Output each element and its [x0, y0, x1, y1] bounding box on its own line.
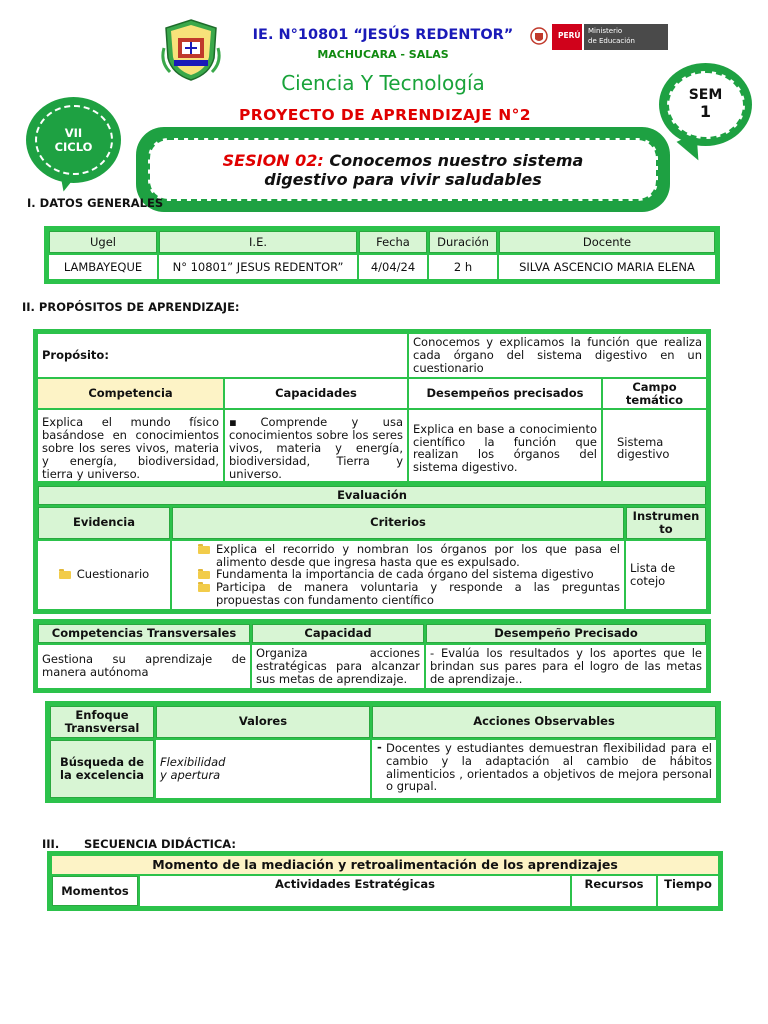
- datos-fecha: 4/04/24: [359, 255, 427, 279]
- col-actividades: Actividades Estratégicas: [140, 876, 570, 906]
- col-campo: Campo temático: [603, 379, 706, 409]
- section-secuencia-heading: SECUENCIA DIDÁCTICA:: [84, 837, 237, 851]
- folder-icon: [198, 571, 210, 579]
- col-acciones: Acciones Observables: [372, 706, 716, 738]
- col-desempenos: Desempeños precisados: [409, 379, 601, 409]
- session-title-2: digestivo para vivir saludables: [264, 169, 542, 189]
- ministry-logo: [528, 24, 668, 50]
- ministry-name-line2: de Educación: [588, 37, 635, 45]
- datos-col-fecha: Fecha: [359, 231, 427, 253]
- col-desempeno-precisado: Desempeño Precisado: [426, 624, 706, 643]
- col-instrumento: Instrumento: [626, 507, 706, 539]
- school-location: MACHUCARA - SALAS: [317, 48, 449, 61]
- transversal-competencia: Gestiona su aprendizaje de manera autónoma: [38, 645, 250, 688]
- school-name: IE. N°10801 “JESÚS REDENTOR”: [252, 27, 514, 43]
- week-badge: [659, 63, 752, 146]
- valores-cell: [156, 740, 370, 798]
- folder-icon: [198, 546, 210, 554]
- acciones-cell: [372, 740, 716, 798]
- session-title-line1: [223, 151, 584, 170]
- secuencia-title: Momento de la mediación y retroalimentación de los aprendizajes: [52, 856, 718, 874]
- datos-col-docente: Docente: [499, 231, 715, 253]
- transversal-desempeno: - Evalúa los resultados y los aportes que le brindan sus pares para el logro de las metas de aprendizaje..: [426, 645, 706, 688]
- subject-title: Ciencia Y Tecnología: [281, 71, 485, 95]
- cycle-number: VII: [64, 125, 83, 140]
- col-competencia: Competencia: [38, 379, 223, 409]
- school-logo: [160, 18, 222, 82]
- propositos-table: [33, 329, 711, 491]
- evidencia-cell: [38, 541, 170, 609]
- datos-col-ie: I.E.: [159, 231, 357, 253]
- week-label: SEM: [688, 87, 723, 104]
- acciones-dash: -: [377, 739, 382, 754]
- capacidad-text: ▪ Comprende y usa conocimientos sobre los seres vivos, materia y energía, biodiversidad, Tierra y universo.: [229, 415, 403, 481]
- session-title-1: Conocemos nuestro sistema: [329, 150, 584, 170]
- col-enfoque: Enfoque Transversal: [50, 706, 154, 738]
- datos-ugel: LAMBAYEQUE: [49, 255, 157, 279]
- purpose-text: Conocemos y explicamos la función que realiza cada órgano del sistema digestivo en un cuestionario: [409, 334, 706, 377]
- folder-icon: [59, 571, 71, 579]
- enfoque-name: Búsqueda de la excelencia: [50, 740, 154, 798]
- criterios-cell: [172, 541, 624, 609]
- competencia-text: Explica el mundo físico basándose en conocimientos sobre los seres vivos, materia y energía, biodiversidad, tierra y universo.: [38, 410, 223, 486]
- datos-docente: SILVA ASCENCIO MARIA ELENA: [499, 255, 715, 279]
- valor-2: y apertura: [160, 767, 221, 782]
- session-banner: [136, 127, 670, 212]
- purpose-label: Propósito:: [38, 334, 407, 377]
- week-number: 1: [699, 102, 712, 122]
- criterio-item: Fundamenta la importancia de cada órgano del sistema digestivo: [216, 567, 594, 582]
- section-datos-heading: I. DATOS GENERALES: [27, 196, 164, 210]
- col-capacidad: Capacidad: [252, 624, 424, 643]
- acciones-text: Docentes y estudiantes demuestran flexibilidad para el cambio y la adaptación al cambio de hábitos alimenticios , orientados a objetivos de mejora personal o grupal.: [386, 740, 712, 794]
- ministry-name-line1: Ministerio: [588, 27, 623, 35]
- cycle-label: CICLO: [54, 140, 93, 154]
- datos-table: [44, 226, 720, 284]
- criterio-item: Participa de manera voluntaria y responde a las preguntas propuestas con fundamento científico: [216, 580, 620, 608]
- enfoque-table: [45, 701, 721, 803]
- col-valores: Valores: [156, 706, 370, 738]
- datos-duracion: 2 h: [429, 255, 497, 279]
- capacidad-cell: [225, 410, 407, 486]
- section-secuencia-num: III.: [42, 837, 60, 851]
- session-number: SESION 02:: [222, 150, 324, 170]
- criterio-item: Explica el recorrido y nombran los órganos por los que pasa el alimento desde que ingresa hasta que es expulsado.: [216, 541, 620, 569]
- col-recursos: Recursos: [572, 876, 656, 906]
- col-evidencia: Evidencia: [38, 507, 170, 539]
- datos-col-duracion: Duración: [429, 231, 497, 253]
- instrumento-text: Lista de cotejo: [626, 541, 706, 609]
- section-propositos-heading: II. PROPÓSITOS DE APRENDIZAJE:: [22, 300, 240, 314]
- desempeno-text: Explica en base a conocimiento científico la función que realizan los órganos del sistema digestivo.: [409, 410, 601, 486]
- secuencia-table: [47, 851, 723, 911]
- col-momentos: Momentos: [52, 876, 138, 906]
- cycle-badge: [26, 97, 121, 183]
- transversales-table: [33, 619, 711, 693]
- valor-1: Flexibilidad: [160, 754, 226, 769]
- col-criterios: Criterios: [172, 507, 624, 539]
- datos-col-ugel: Ugel: [49, 231, 157, 253]
- evaluacion-table: [33, 481, 711, 614]
- evidencia-text: Cuestionario: [76, 567, 150, 582]
- campo-text: Sistema digestivo: [603, 410, 706, 486]
- transversal-capacidad: Organiza acciones estratégicas para alcanzar sus metas de aprendizaje.: [252, 645, 424, 688]
- folder-icon: [198, 584, 210, 592]
- col-capacidades: Capacidades: [225, 379, 407, 409]
- project-title: PROYECTO DE APRENDIZAJE N°2: [239, 106, 531, 124]
- datos-ie: N° 10801” JESUS REDENTOR”: [159, 255, 357, 279]
- evaluacion-title: Evaluación: [38, 486, 706, 505]
- col-tiempo: Tiempo: [658, 876, 718, 906]
- ministry-country: PERÚ: [558, 31, 581, 40]
- col-comp-transversales: Competencias Transversales: [38, 624, 250, 643]
